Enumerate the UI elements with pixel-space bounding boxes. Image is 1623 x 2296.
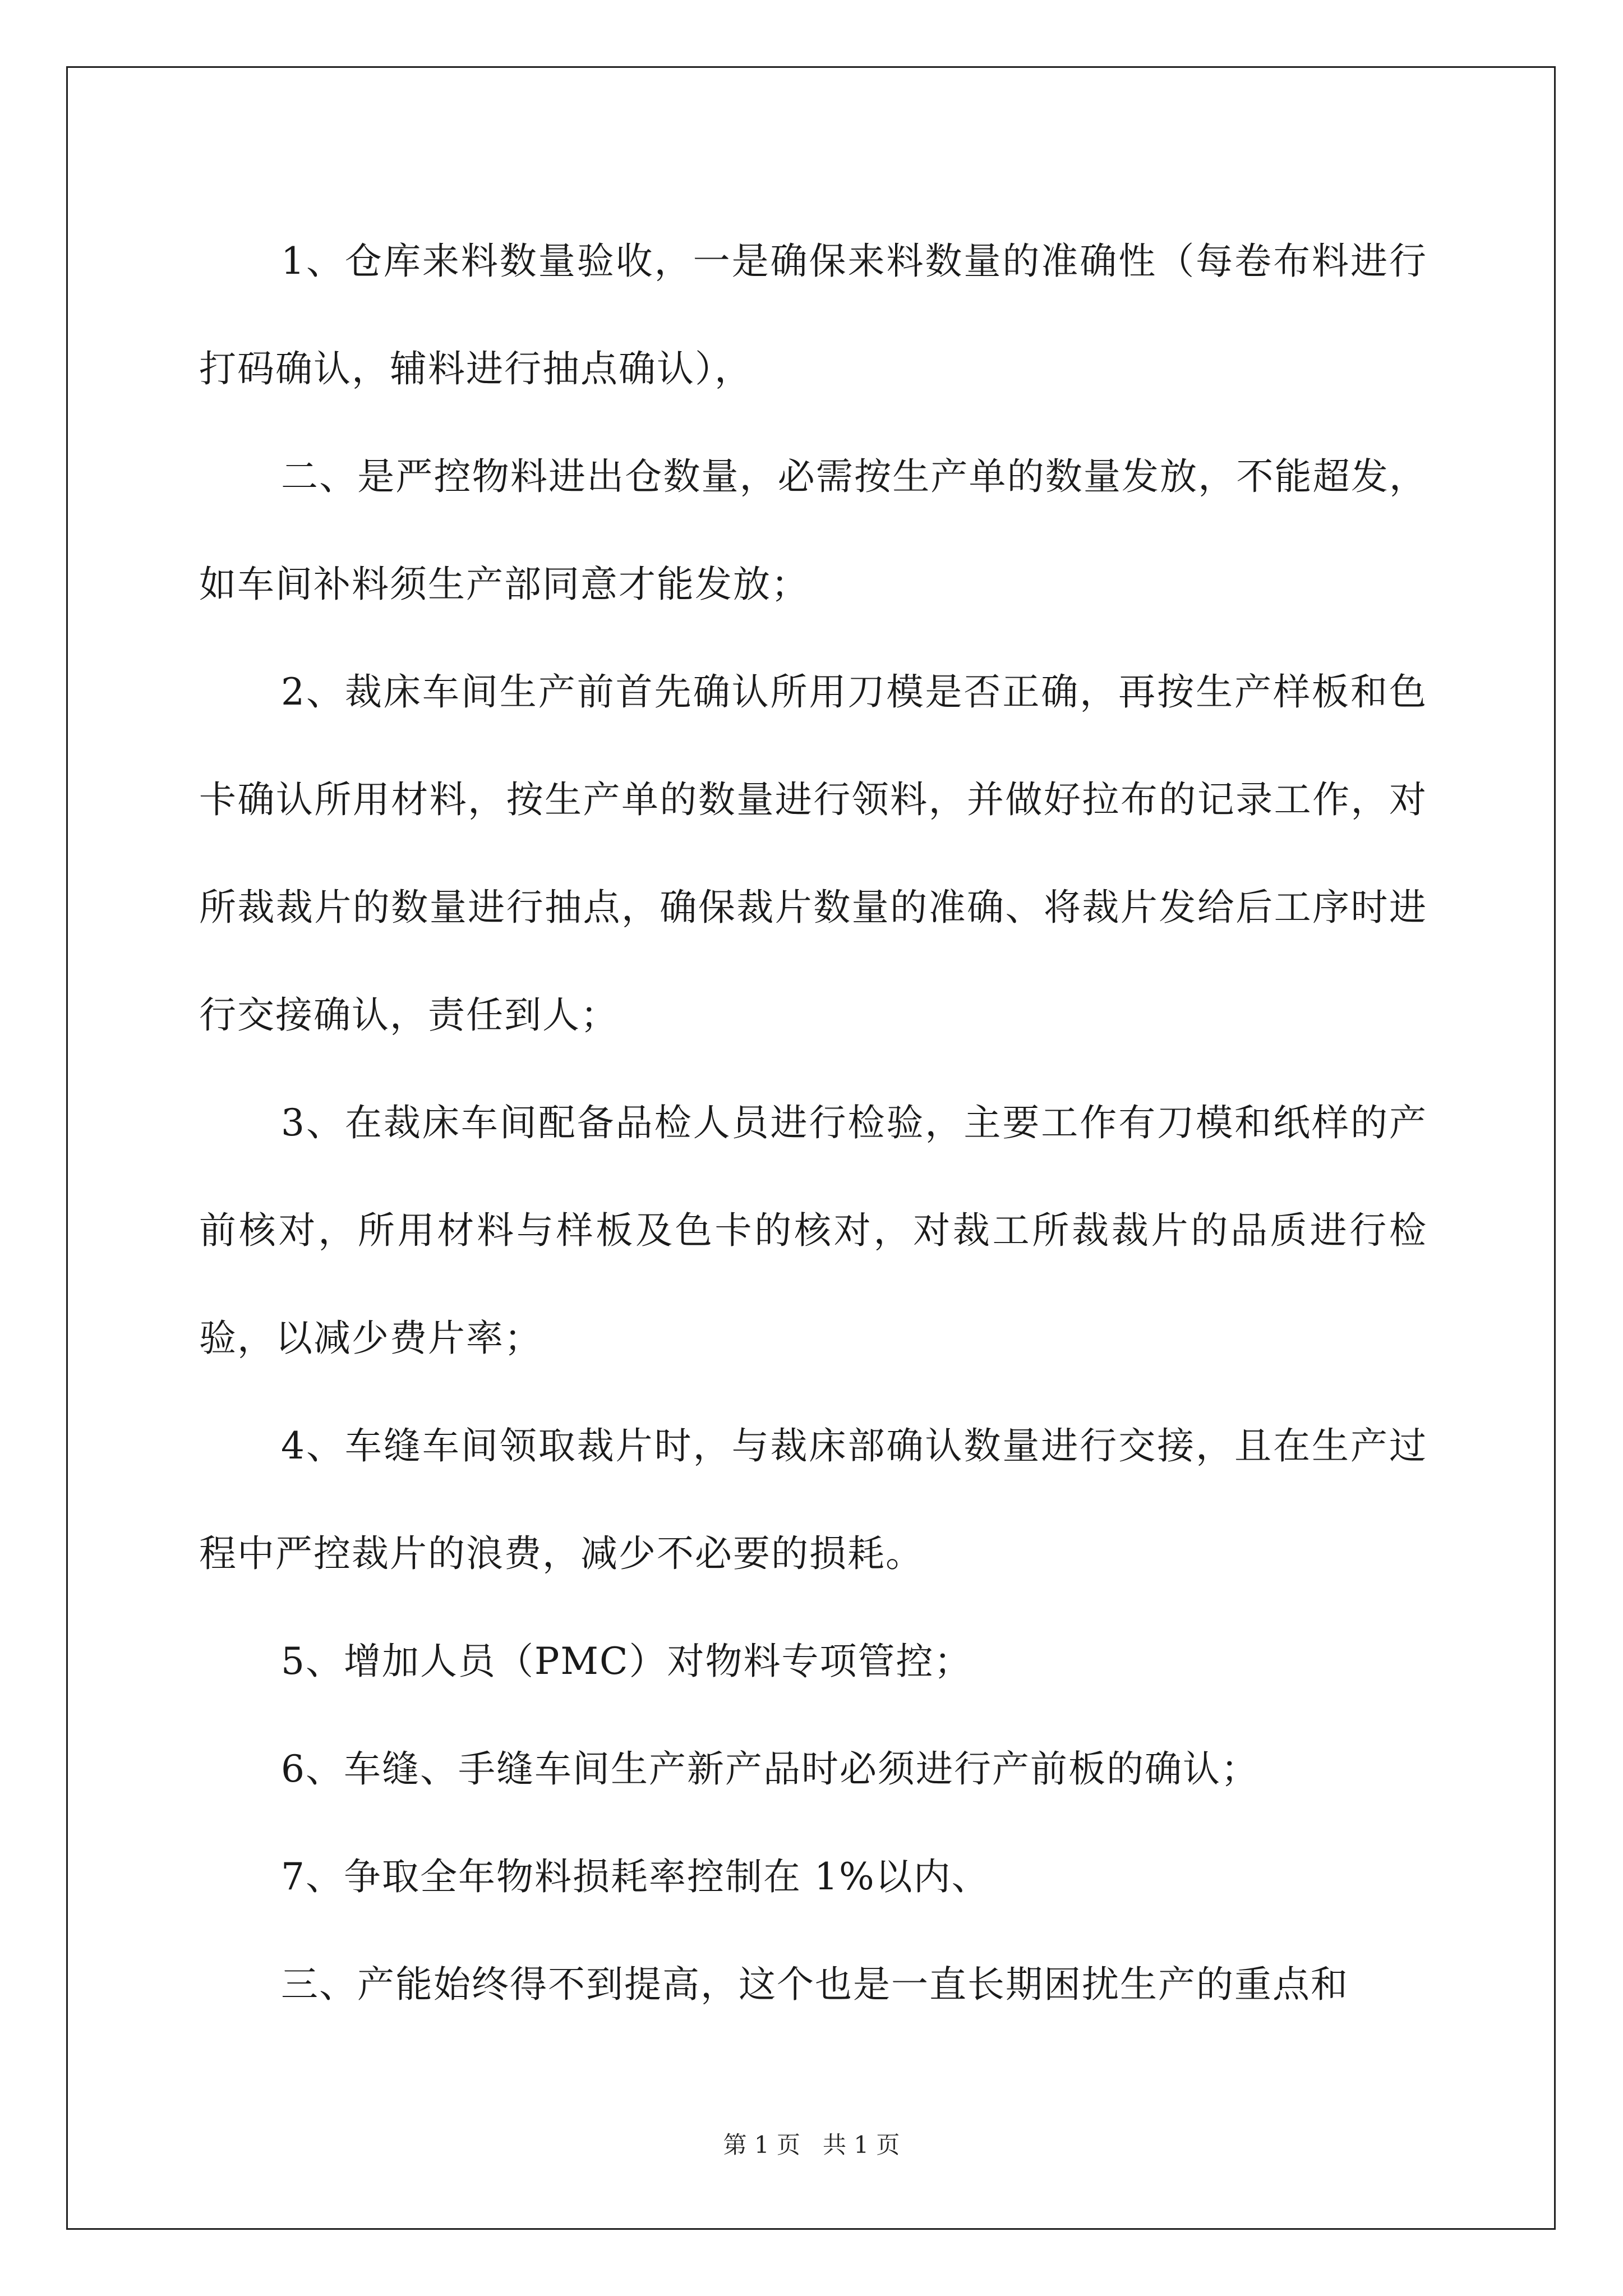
paragraph-9: 三、产能始终得不到提高，这个也是一直长期困扰生产的重点和 [281, 1963, 1349, 2006]
paragraph-8: 7、争取全年物料损耗率控制在 1%以内、 [281, 1855, 990, 1898]
paragraph-6: 5、增加人员（PMC）对物料专项管控； [281, 1640, 972, 1683]
paragraph-5: 4、车缝车间领取裁片时，与裁床部确认数量进行交接，且在生产过程中严控裁片的浪费，减少不必要的损耗。 [199, 1424, 1427, 1575]
paragraph-2: 二、是严控物料进出仓数量，必需按生产单的数量发放，不能超发，如车间补料须生产部同意才能发放； [199, 455, 1427, 606]
page-footer [0, 2129, 1623, 2161]
paragraph-1: 1、仓库来料数量验收，一是确保来料数量的准确性（每卷布料进行打码确认，辅料进行抽点确认）， [199, 240, 1427, 390]
document-body [199, 208, 1427, 2039]
page-number: 第 1 页 [723, 2131, 800, 2159]
page-total: 共 1 页 [823, 2131, 900, 2159]
paragraph-7: 6、车缝、手缝车间生产新产品时必须进行产前板的确认； [281, 1747, 1259, 1791]
paragraph-4: 3、在裁床车间配备品检人员进行检验，主要工作有刀模和纸样的产前核对，所用材料与样板及色卡的核对，对裁工所裁裁片的品质进行检验，以减少费片率； [199, 1101, 1427, 1360]
paragraph-3: 2、裁床车间生产前首先确认所用刀模是否正确，再按生产样板和色卡确认所用材料，按生产单的数量进行领料，并做好拉布的记录工作，对所裁裁片的数量进行抽点，确保裁片数量的准确、将裁片发给后工序时进行交接确认，责任到人； [199, 670, 1427, 1037]
